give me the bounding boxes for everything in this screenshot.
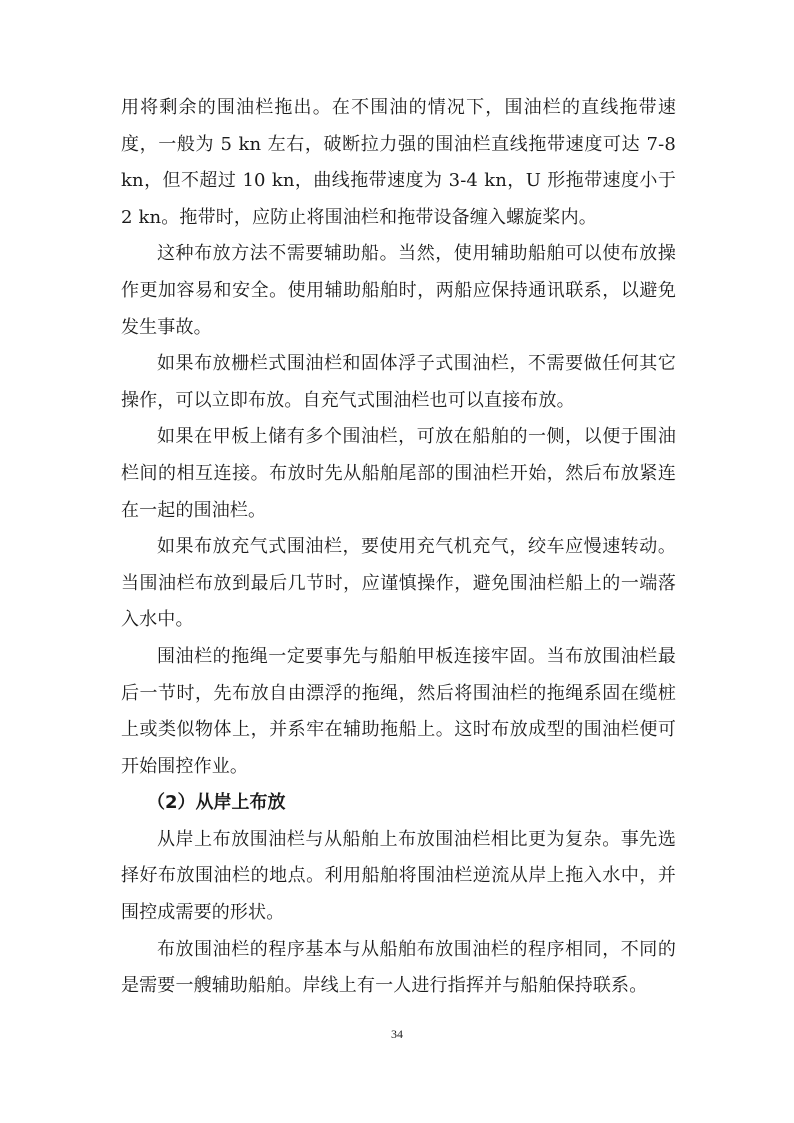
document-page: [121, 90, 676, 1005]
paragraph: 这种布放方法不需要辅助船。当然，使用辅助船舶可以使布放操作更加容易和安全。使用辅助船舶时，两船应保持通讯联系，以避免发生事故。: [121, 243, 676, 338]
page-number: 34: [391, 1027, 403, 1041]
paragraph: 从岸上布放围油栏与从船舶上布放围油栏相比更为复杂。事先选择好布放围油栏的地点。利用船舶将围油栏逆流从岸上拖入水中，并围控成需要的形状。: [121, 828, 676, 924]
paragraph: 围油栏的拖绳一定要事先与船舶甲板连接牢固。当布放围油栏最后一节时，先布放自由漂浮的拖绳，然后将围油栏的拖绳系固在缆桩上或类似物体上，并系牢在辅助拖船上。这时布放成型的围油栏便可开始围控作业。: [121, 645, 676, 777]
section-heading: （2）从岸上布放: [147, 792, 286, 814]
paragraph: 如果布放充气式围油栏，要使用充气机充气，绞车应慢速转动。当围油栏布放到最后几节时，应谨慎操作，避免围油栏船上的一端落入水中。: [121, 536, 676, 631]
paragraph: 布放围油栏的程序基本与从船舶布放围油栏的程序相同，不同的是需要一艘辅助船舶。岸线上有一人进行指挥并与船舶保持联系。: [121, 938, 676, 997]
paragraph-continuation: 用将剩余的围油栏拖出。在不围油的情况下，围油栏的直线拖带速度，一般为 5 kn 左右，破断拉力强的围油栏直线拖带速度可达 7-8 kn，但不超过 10 kn，曲线拖带速度为 3-4 kn，U 形拖带速度小于 2 kn。拖带时，应防止将围油栏和拖带设备缠入螺旋桨内。: [121, 97, 676, 228]
paragraph: 如果在甲板上储有多个围油栏，可放在船舶的一侧，以便于围油栏间的相互连接。布放时先从船舶尾部的围油栏开始，然后布放紧连在一起的围油栏。: [121, 426, 676, 521]
paragraph: 如果布放栅栏式围油栏和固体浮子式围油栏，不需要做任何其它操作，可以立即布放。自充气式围油栏也可以直接布放。: [121, 353, 676, 411]
